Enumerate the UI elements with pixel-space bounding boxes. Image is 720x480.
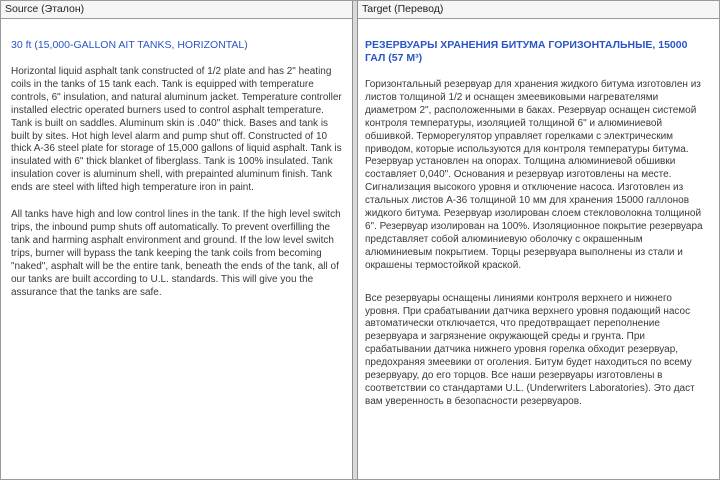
source-pane-header: Source (Эталон)	[1, 1, 352, 19]
target-pane-header: Target (Перевод)	[358, 1, 719, 19]
target-paragraph-2: Все резервуары оснащены линиями контроля верхнего и нижнего уровня. При срабатывании датчика верхнего уровня подающий насос автоматически отключается, что предотвращает переполнение резервуара и загрязнение окружающей среды и грунта. При срабатывании датчика нижнего уровня горелка обходит резервуар, предохраняя змеевики от оголения. Битум будет находиться по всему резервуару, до его торцов. Все наши резервуары изготовлены в соответствии со стандартами U.L. (Underwriters Laboratories). Это даст вам уверенность в безопасности резервуаров.	[365, 292, 695, 407]
target-title: РЕЗЕРВУАРЫ ХРАНЕНИЯ БИТУМА ГОРИЗОНТАЛЬНЫЕ, 15000 ГАЛ (57 М³)	[365, 39, 688, 64]
target-paragraph-1: Горизонтальный резервуар для хранения жидкого битума изготовлен из листов толщиной 1/2 и оснащен змеевиковыми нагревателями диаметром 2", расположенными в баках. Резервуар оснащен системой контроля температуры, изоляцией толщиной 6" и алюминиевой обшивкой. Терморегулятор управляет горелками с электрическим приводом, которые используются для контроля температуры битума. Резервуар установлен на опорах. Толщина алюминиевой обшивки составляет 0,040". Основания и резервуар изготовлены на месте. Сигнализация высокого уровня и отключение насоса. Изготовлен из стальных листов A-36 толщиной 10 мм для хранения 15000 галлонов жидкого битума. Резервуар изолирован слоем стекловолокна толщиной 6". Резервуар изолирован на 100%. Изоляционное покрытие резервуара представляет собой алюминиевую оболочку с окрашенным алюминиевым покрытием. Торцы резервуара выполнены из стали и окрашены термостойкой краской.	[365, 79, 703, 271]
source-paragraph-2: All tanks have high and low control lines in the tank. If the high level switch trips, the inbound pump shuts off automatically. To prevent overfilling the tank and harming asphalt environment and ground. If the low level switch trips, burner will bypass the tank keeping the tank coils from becoming "naked", asphalt will be the entire tank, beneath the ends of the tank, all of our tanks are built according to U.L. standards. This will give you the assurance that the tanks are safe.	[11, 209, 341, 298]
source-paragraph-1: Horizontal liquid asphalt tank constructed of 1/2 plate and has 2" heating coils in the tanks of 15 tank each. Tank is equipped with temperature controls, 6" insulation, and natural aluminum jacket. Temperature controller installed electric operated burners used to control asphalt temperature. Tank is built on saddles. Aluminum skin is .040" thick. Bases and tank is built by sites. Hot high level alarm and pump shut off. Constructed of 10 thick A-36 steel plate for storage of 15,000 gallons of liquid asphalt. Tank is insulated with 6" thick blanket of fiberglass. Tank is 100% insulated. Tank insulation cover is aluminum shell, with prepainted aluminum finish. Tank ends are steel with lifted high temperature iron in paint.	[11, 66, 342, 194]
source-pane[interactable]	[1, 1, 353, 479]
target-pane-body	[358, 19, 719, 409]
source-pane-body	[1, 19, 352, 299]
target-pane[interactable]	[357, 1, 719, 479]
source-title: 30 ft (15,000-GALLON AIT TANKS, HORIZONTAL)	[11, 39, 248, 51]
